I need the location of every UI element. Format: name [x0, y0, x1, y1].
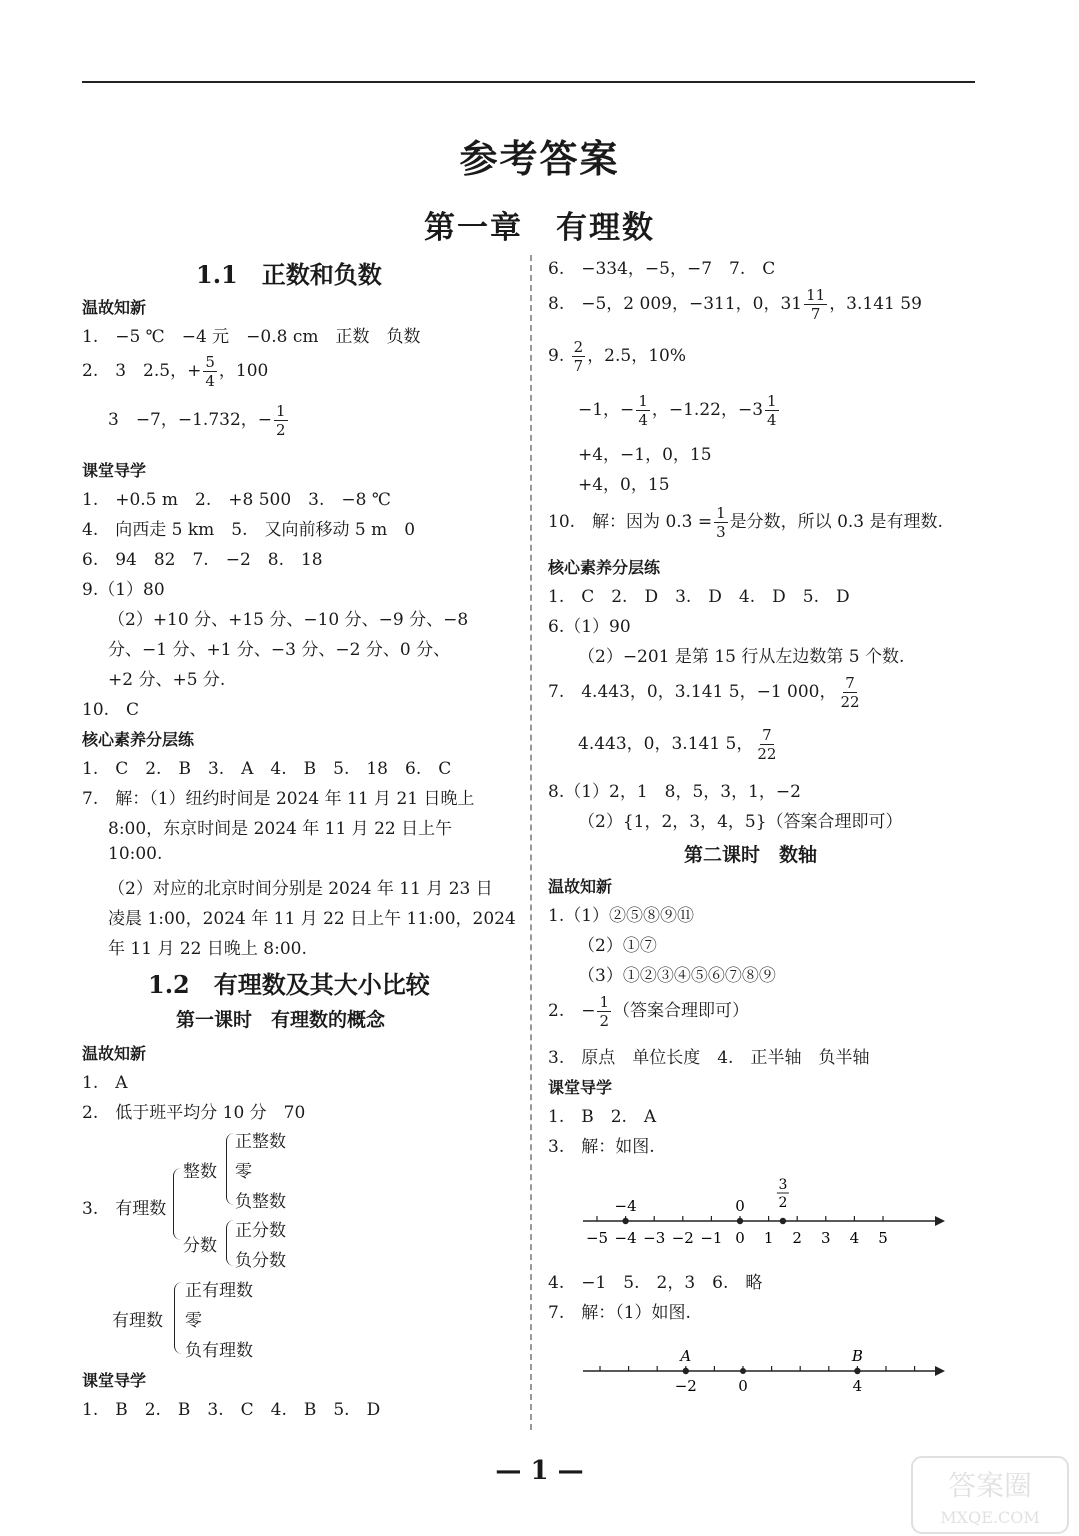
fraction: $\frac{7}{22}$: [840, 674, 860, 711]
column-divider: [530, 255, 532, 1430]
point-marker: [737, 1218, 743, 1224]
answer-line: 1. C 2. D 3. D 4. D 5. D: [548, 587, 850, 607]
heading-wenguzhixin: 温故知新: [82, 298, 147, 317]
answer-line: （2）{1，2，3，4，5}（答案合理即可）: [578, 812, 903, 832]
answer-line: 8:00，东京时间是 2024 年 11 月 22 日上午: [108, 819, 453, 839]
fraction: $\frac{7}{22}$: [757, 726, 777, 763]
origin-marker: [740, 1368, 746, 1374]
answer-line: 3. 解：如图.: [548, 1137, 655, 1157]
tree-leaf: 正整数: [235, 1132, 286, 1152]
tick-label: −2: [671, 1229, 694, 1247]
axis-arrow: [935, 1366, 945, 1376]
answer-line: 1.（1）②⑤⑧⑨⑪: [548, 906, 695, 926]
answer-line: 9. $\frac{2}{7}$ ，2.5，10%: [548, 338, 687, 375]
brace: [226, 1133, 234, 1205]
point-marker: [854, 1368, 860, 1374]
chapter-title: 第一章 有理数: [424, 210, 655, 246]
heading-hexinsuyang: 核心素养分层练: [82, 730, 195, 749]
header-rule: [82, 81, 975, 83]
answer-line: 10. C: [82, 700, 140, 720]
answer-line: +2 分、+5 分.: [108, 670, 226, 690]
tree-leaf: 负整数: [235, 1192, 286, 1212]
brace: [226, 1220, 234, 1266]
brace: [174, 1282, 183, 1354]
tree-leaf: 零: [185, 1311, 202, 1331]
fraction: $\frac{1}{2}$: [599, 993, 610, 1030]
heading-ketangdaoxue-right: 课堂导学: [548, 1078, 613, 1097]
fraction: $\frac{11}{7}$: [806, 286, 826, 323]
answer-line: +4，0，15: [578, 475, 670, 495]
section-1-2-title: 1.2 有理数及其大小比较: [148, 970, 430, 999]
fraction: $\frac{5}{4}$: [205, 353, 215, 390]
page-title: 参考答案: [459, 136, 620, 181]
fraction: $\frac{2}{7}$: [573, 338, 584, 375]
tree-leaf: 正分数: [235, 1221, 286, 1241]
lesson-2-title: 第二课时 数轴: [684, 844, 818, 866]
tick-label: −1: [700, 1229, 723, 1247]
answer-line: 1. A: [82, 1073, 128, 1093]
point-marker: [683, 1368, 689, 1374]
fraction: $\frac{1}{4}$: [638, 392, 648, 429]
answer-line: （2）对应的北京时间分别是 2024 年 11 月 23 日: [108, 879, 493, 899]
answer-line: 3 −7，−1.732，− $\frac{1}{2}$: [108, 402, 286, 439]
tree-leaf: 正有理数: [185, 1281, 253, 1301]
answer-line: （2）+10 分、+15 分、−10 分、−9 分、−8: [108, 610, 469, 630]
tick-label: 4: [849, 1229, 860, 1247]
answer-line: 10. 解：因为 0.3̇ = $\frac{1}{3}$ 是分数，所以 0.3̇ 是有理数.: [548, 504, 943, 541]
tree-node: 分数: [183, 1236, 217, 1256]
answer-line: 10:00.: [108, 844, 163, 864]
point-label-den: 2: [778, 1195, 788, 1211]
answer-line: 1. +0.5 m 2. +8 500 3. −8 ℃: [82, 490, 391, 510]
point-marker: [622, 1218, 628, 1224]
fraction: $\frac{1}{3}$: [716, 504, 726, 541]
answer-line: 7. 4.443，0，3.141 5，−1 000， $\frac{7}{22}$: [548, 674, 860, 711]
lesson-1-title: 第一课时 有理数的概念: [176, 1009, 386, 1031]
answer-line: 1. B 2. B 3. C 4. B 5. D: [82, 1400, 381, 1420]
tree-root: 3. 有理数: [82, 1199, 167, 1219]
svg-text:答案圈: 答案圈: [947, 1469, 1033, 1502]
fraction: $\frac{1}{4}$: [767, 392, 777, 429]
answer-line: 4. 向西走 5 km 5. 又向前移动 5 m 0: [82, 520, 416, 540]
tick-label: 0: [738, 1377, 748, 1395]
point-label: B: [851, 1347, 863, 1365]
answer-line: 1. B 2. A: [548, 1107, 657, 1127]
tick-label: 0: [735, 1229, 745, 1247]
point-label: A: [680, 1347, 692, 1365]
tree-leaf: 负有理数: [185, 1341, 253, 1361]
number-line-1: [575, 1176, 955, 1256]
answer-line: 1. C 2. B 3. A 4. B 5. 18 6. C: [82, 759, 452, 779]
point-label: 0: [735, 1197, 745, 1215]
answer-line: 8. −5，2 009，−311，0，31 $\frac{11}{7}$ ，3.141 59: [548, 286, 922, 323]
fraction: $\frac{1}{2}$: [276, 402, 286, 439]
heading-wenguzhixin-2: 温故知新: [82, 1044, 147, 1063]
tick-label: 1: [763, 1229, 774, 1247]
tree-root: 有理数: [112, 1311, 163, 1331]
tick-label: 4: [852, 1377, 863, 1395]
svg-text:MXQE.COM: MXQE.COM: [940, 1508, 1040, 1527]
answer-line: 7. 解：（1）纽约时间是 2024 年 11 月 21 日晚上: [82, 789, 475, 809]
answer-line: 2. 低于班平均分 10 分 70: [82, 1103, 306, 1123]
heading-wenguzhixin-right: 温故知新: [548, 877, 613, 896]
answer-line: +4，−1，0，15: [578, 445, 712, 465]
answer-line: （2）−201 是第 15 行从左边数第 5 个数.: [578, 647, 905, 667]
answer-line: 7. 解：（1）如图.: [548, 1303, 691, 1323]
answer-line: 8.（1）2，1 8，5，3，1，−2: [548, 782, 801, 802]
answer-line: 凌晨 1:00，2024 年 11 月 22 日上午 11:00，2024: [108, 909, 516, 929]
tick-label: 5: [878, 1229, 888, 1247]
tree-node: 整数: [183, 1162, 217, 1182]
heading-ketangdaoxue-2: 课堂导学: [82, 1371, 147, 1390]
answer-line: 4.443，0，3.141 5， $\frac{7}{22}$: [578, 726, 777, 763]
page-number: — 1 —: [495, 1456, 584, 1486]
answer-line: 1. −5 ℃ −4 元 −0.8 cm 正数 负数: [82, 327, 421, 347]
answer-line: 年 11 月 22 日晚上 8:00.: [108, 939, 307, 959]
heading-ketangdaoxue: 课堂导学: [82, 461, 147, 480]
point-label: −4: [614, 1197, 637, 1215]
answer-line: 2. 3 2.5，+ $\frac{5}{4}$ ，100: [82, 353, 269, 390]
answer-line: 6. −334，−5，−7 7. C: [548, 259, 776, 279]
answer-line: 3. 原点 单位长度 4. 正半轴 负半轴: [548, 1048, 870, 1068]
tick-label: −3: [643, 1229, 666, 1247]
tick-label: 2: [792, 1229, 802, 1247]
answer-line: 6.（1）90: [548, 617, 631, 637]
number-line-2: [575, 1338, 955, 1408]
watermark-logo: [910, 1455, 1070, 1535]
axis-arrow: [935, 1216, 945, 1226]
answer-line: −1，− $\frac{1}{4}$ ，−1.22，−3 $\frac{1}{4}$: [578, 392, 777, 429]
answer-line: （2）①⑦: [578, 936, 657, 956]
answer-line: 分、−1 分、+1 分、−3 分、−2 分、0 分、: [108, 640, 451, 660]
section-1-1-title: 1.1 正数和负数: [196, 260, 382, 289]
tick-label: −2: [674, 1377, 697, 1395]
answer-line: 4. −1 5. 2，3 6. 略: [548, 1273, 763, 1293]
answer-line: 9.（1）80: [82, 580, 165, 600]
answer-line: （3）①②③④⑤⑥⑦⑧⑨: [578, 966, 776, 986]
tick-label: −4: [614, 1229, 637, 1247]
tree-leaf: 负分数: [235, 1251, 286, 1271]
heading-hexinsuyang-right: 核心素养分层练: [548, 558, 661, 577]
point-marker: [780, 1218, 786, 1224]
tick-label: −5: [585, 1229, 609, 1247]
tree-leaf: 零: [235, 1162, 252, 1182]
answer-line: 6. 94 82 7. −2 8. 18: [82, 550, 323, 570]
tick-label: 3: [821, 1229, 831, 1247]
point-label-num: 3: [778, 1177, 788, 1193]
brace: [173, 1168, 182, 1240]
answer-line: 2. − $\frac{1}{2}$ （答案合理即可）: [548, 993, 750, 1030]
